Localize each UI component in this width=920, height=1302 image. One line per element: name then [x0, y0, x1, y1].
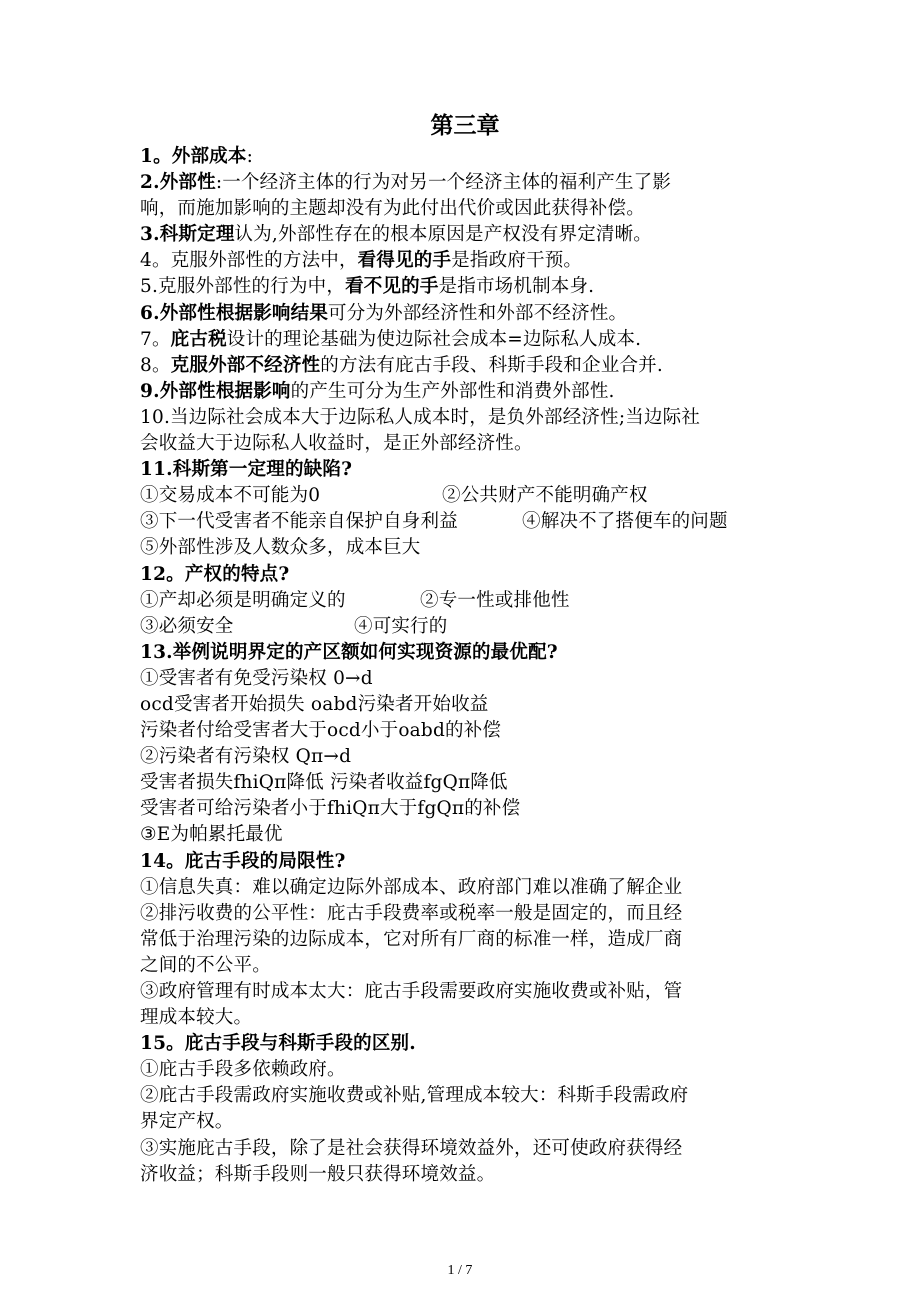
- question-12-row-1: ①产却必须是明确定义的 ②专一性或排他性: [140, 589, 570, 611]
- item-7: 7。庇古税设计的理论基础为使边际社会成本=边际私人成本.: [140, 328, 642, 350]
- item-2: 2.外部性:一个经济主体的行为对另一个经济主体的福利产生了影: [140, 172, 672, 194]
- question-14-line-2: ②排污收费的公平性：庇古手段费率或税率一般是固定的，而且经: [140, 902, 683, 924]
- question-15-line-2: ②庇古手段需政府实施收费或补贴,管理成本较大：科斯手段需政府: [140, 1085, 689, 1107]
- question-14-line-5: ③政府管理有时成本太大：庇古手段需要政府实施收费或补贴，管: [140, 981, 683, 1002]
- question-13-line-5: 受害者损失fhiQπ降低 污染者收益fgQπ降低: [140, 772, 508, 794]
- question-14-line-6: 理成本较大。: [140, 1007, 253, 1029]
- question-12-heading: 12。产权的特点?: [140, 563, 290, 585]
- question-13-line-4: ②污染者有污染权 Qπ→d: [140, 746, 352, 768]
- item-9: 9.外部性根据影响的产生可分为生产外部性和消费外部性.: [140, 380, 615, 402]
- question-13-line-6: 受害者可给污染者小于fhiQπ大于fgQπ的补偿: [140, 798, 521, 820]
- question-13-line-7: ③E为帕累托最优: [140, 824, 283, 846]
- page-content: [140, 108, 790, 1188]
- item-3: 3.科斯定理认为,外部性存在的根本原因是产权没有界定清晰。: [140, 224, 652, 246]
- question-11-heading: 11.科斯第一定理的缺陷?: [140, 459, 353, 481]
- question-15-heading: 15。庇古手段与科斯手段的区别.: [140, 1033, 416, 1055]
- question-12-row-2: ③必须安全 ④可实行的: [140, 615, 448, 637]
- question-15-line-1: ①庇古手段多依赖政府。: [140, 1059, 346, 1081]
- question-14-line-1: ①信息失真：难以确定边际外部成本、政府部门难以准确了解企业: [140, 876, 683, 898]
- question-14-heading: 14。庇古手段的局限性?: [140, 850, 346, 872]
- chapter-title: 第三章: [430, 112, 500, 139]
- item-5: 5.克服外部性的行为中，看不见的手是指市场机制本身.: [140, 276, 595, 298]
- question-14-line-4: 之间的不公平。: [140, 954, 271, 976]
- question-14-line-3: 常低于治理污染的边际成本，它对所有厂商的标准一样，造成厂商: [140, 928, 683, 950]
- item-1: 1。外部成本:: [140, 146, 254, 167]
- question-15-line-5: 济收益；科斯手段则一般只获得环境效益。: [140, 1163, 496, 1185]
- question-11-row-3: ⑤外部性涉及人数众多，成本巨大: [140, 537, 421, 559]
- question-15-line-3: 界定产权。: [140, 1111, 234, 1133]
- question-11-row-1: ①交易成本不可能为0 ②公共财产不能明确产权: [140, 485, 648, 507]
- question-13-heading: 13.举例说明界定的产区额如何实现资源的最优配?: [140, 641, 558, 663]
- item-2-cont: 响，而施加影响的主题却没有为此付出代价或因此获得补偿。: [140, 198, 645, 220]
- item-8: 8。克服外部不经济性的方法有庇古手段、科斯手段和企业合并.: [140, 354, 663, 376]
- question-11-row-2: ③下一代受害者不能亲自保护自身利益 ④解决不了搭便车的问题: [140, 511, 728, 533]
- question-13-line-2: ocd受害者开始损失 oabd污染者开始收益: [140, 693, 489, 715]
- item-4: 4。克服外部性的方法中，看得见的手是指政府干预。: [140, 250, 583, 272]
- question-13-line-1: ①受害者有免受污染权 0→d: [140, 667, 373, 689]
- item-10-cont: 会收益大于边际私人收益时，是正外部经济性。: [140, 433, 533, 455]
- page-number: 1 / 7: [447, 1263, 473, 1278]
- question-13-line-3: 污染者付给受害者大于ocd小于oabd的补偿: [140, 720, 502, 742]
- item-10: 10.当边际社会成本大于边际私人成本时，是负外部经济性;当边际社: [140, 406, 701, 428]
- question-15-line-4: ③实施庇古手段，除了是社会获得环境效益外，还可使政府获得经: [140, 1137, 683, 1159]
- item-6: 6.外部性根据影响结果可分为外部经济性和外部不经济性。: [140, 302, 628, 324]
